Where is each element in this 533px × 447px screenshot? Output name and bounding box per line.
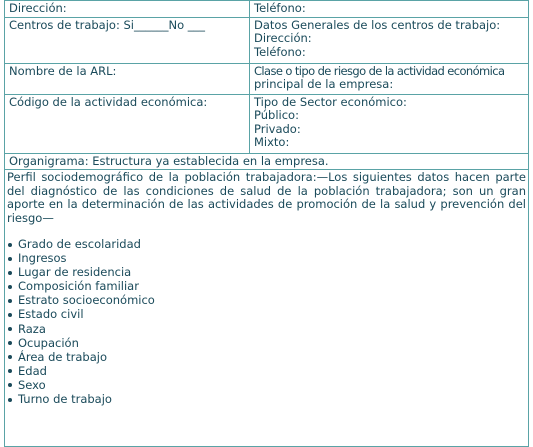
bullet-icon [8,285,12,289]
bullet-icon [8,257,12,261]
work-centers-data-cell[interactable] [250,17,529,63]
phone-cell[interactable] [250,1,529,18]
company-info-table [4,0,529,447]
work-centers-label: Centros de trabajo: Si______No ___ [9,17,206,32]
sector-private-label: Privado: [254,121,301,136]
list-item-label: Grado de escolaridad [18,237,141,251]
risk-class-label-line1: Clase o tipo de riesgo de la actividad económica [254,63,505,78]
profile-row [5,170,529,447]
bullet-icon [8,313,12,317]
work-centers-data-title: Datos Generales de los centros de trabajo: [254,17,501,32]
activity-code-row [5,94,529,153]
work-centers-address-label: Dirección: [254,31,312,45]
list-item [7,293,526,307]
list-item-label: Estrato socioeconómico [18,293,155,308]
arl-label: Nombre de la ARL: [9,63,117,78]
bullet-icon [8,271,12,275]
list-item [7,237,526,251]
sector-public-label: Público: [254,108,299,122]
sector-type-title: Tipo de Sector económico: [254,94,407,109]
bullet-icon [8,243,12,247]
address-label: Dirección: [9,1,67,15]
work-centers-cell[interactable] [5,17,250,63]
bullet-icon [8,327,12,331]
list-item-label: Lugar de residencia [18,265,132,280]
list-item [7,392,526,406]
org-chart-label: Organigrama: Estructura ya establecida en la empresa. [9,153,329,168]
profile-cell[interactable] [5,170,529,447]
bullet-icon [8,383,12,387]
list-item [7,322,526,336]
activity-code-label: Código de la actividad económica: [9,94,208,109]
address-cell[interactable] [5,1,250,18]
bullet-icon [8,355,12,359]
list-item [7,307,526,321]
list-item [7,265,526,279]
sector-type-cell[interactable] [250,94,529,153]
list-item-label: Composición familiar [18,279,139,294]
work-centers-row [5,17,529,63]
org-chart-cell[interactable] [5,153,529,170]
risk-class-label-line2: principal de la empresa: [254,77,394,91]
address-phone-row [5,1,529,18]
org-chart-row [5,153,529,170]
list-item-label: Turno de trabajo [18,392,112,407]
list-item-label: Estado civil [18,307,84,322]
profile-paragraph: Perfil sociodemográfico de la población trabajadora:—Los siguientes datos hacen parte del diagnóstico de las condiciones de salud de la población trabajadora; son un gran aporte en la determinación de las actividades de promoción de la salud y prevención del riesgo— [7,170,526,225]
list-item-label: Edad [18,363,47,378]
list-item-label: Ocupación [18,335,79,350]
arl-row [5,63,529,94]
bullet-icon [8,341,12,345]
list-item [7,378,526,392]
sociodemographic-list [7,237,526,406]
list-item-label: Área de trabajo [18,349,108,364]
list-item-label: Raza [18,321,46,336]
work-centers-phone-label: Teléfono: [254,44,306,59]
sector-mixed-label: Mixto: [254,135,290,149]
list-item [7,336,526,350]
list-item-label: Ingresos [18,251,67,266]
activity-code-cell[interactable] [5,94,250,153]
list-item [7,364,526,378]
bullet-icon [8,299,12,303]
bullet-icon [8,369,12,373]
arl-cell[interactable] [5,63,250,94]
list-item [7,279,526,293]
list-item [7,251,526,265]
list-item-label: Sexo [18,377,46,392]
form-page [4,0,529,420]
list-item [7,350,526,364]
phone-label: Teléfono: [254,1,306,15]
risk-class-cell[interactable] [250,63,529,94]
